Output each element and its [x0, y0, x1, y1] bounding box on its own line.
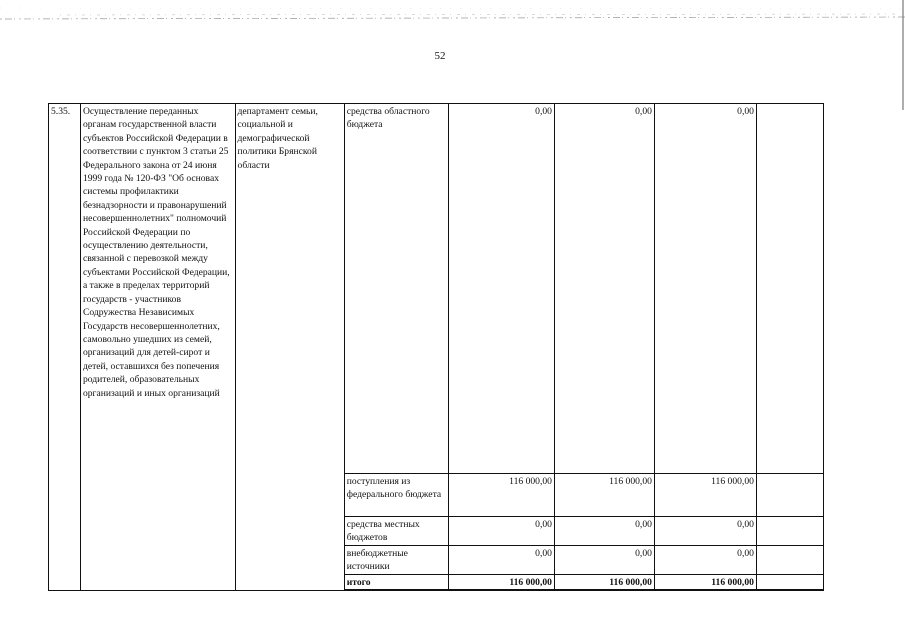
source-label: средства областного бюджета — [344, 104, 448, 474]
total-value: 116 000,00 — [654, 575, 756, 591]
value-cell — [756, 474, 823, 517]
value-cell: 0,00 — [448, 104, 554, 474]
value-cell: 0,00 — [654, 517, 756, 546]
row-index: 5.35. — [49, 104, 81, 591]
value-cell: 0,00 — [448, 546, 554, 575]
value-cell — [756, 546, 823, 575]
value-cell: 116 000,00 — [554, 474, 654, 517]
source-label: поступления из федерального бюджета — [344, 474, 448, 517]
value-cell: 116 000,00 — [448, 474, 554, 517]
value-cell — [756, 104, 823, 474]
value-cell: 0,00 — [554, 517, 654, 546]
program-table — [48, 103, 824, 591]
value-cell: 0,00 — [554, 546, 654, 575]
source-label: средства местных бюджетов — [344, 517, 448, 546]
value-cell: 0,00 — [554, 104, 654, 474]
value-cell — [756, 517, 823, 546]
value-cell: 0,00 — [448, 517, 554, 546]
executor: департамент семьи, социальной и демографической политики Брянской области — [235, 104, 344, 591]
scan-noise-top — [0, 0, 905, 22]
source-label: внебюджетные источники — [344, 546, 448, 575]
total-value: 116 000,00 — [554, 575, 654, 591]
value-cell: 116 000,00 — [654, 474, 756, 517]
total-label: итого — [344, 575, 448, 591]
measure-description: Осуществление переданных органам государственной власти субъектов Российской Федерации в соответствии с пунктом 3 статьи 25 Федерального закона от 24 июня 1999 года № 120-ФЗ "Об основах системы профилактики безнадзорности и правонарушений несовершеннолетних" полномочий Российской Федерации по осуществлению деятельности, связанной с перевозкой между субъектами Российской Федерации, а также в пределах территорий государств - участников Содружества Независимых Государств несовершеннолетних, самовольно ушедших из семей, организаций для детей-сирот и детей, оставшихся без попечения родителей, образовательных организаций и иных организаций — [80, 104, 235, 591]
table-row — [49, 104, 824, 474]
scan-edge-right — [899, 0, 905, 110]
value-cell: 0,00 — [654, 104, 756, 474]
total-value: 116 000,00 — [448, 575, 554, 591]
value-cell: 0,00 — [654, 546, 756, 575]
total-value — [756, 575, 823, 591]
page-number: 52 — [434, 50, 446, 62]
